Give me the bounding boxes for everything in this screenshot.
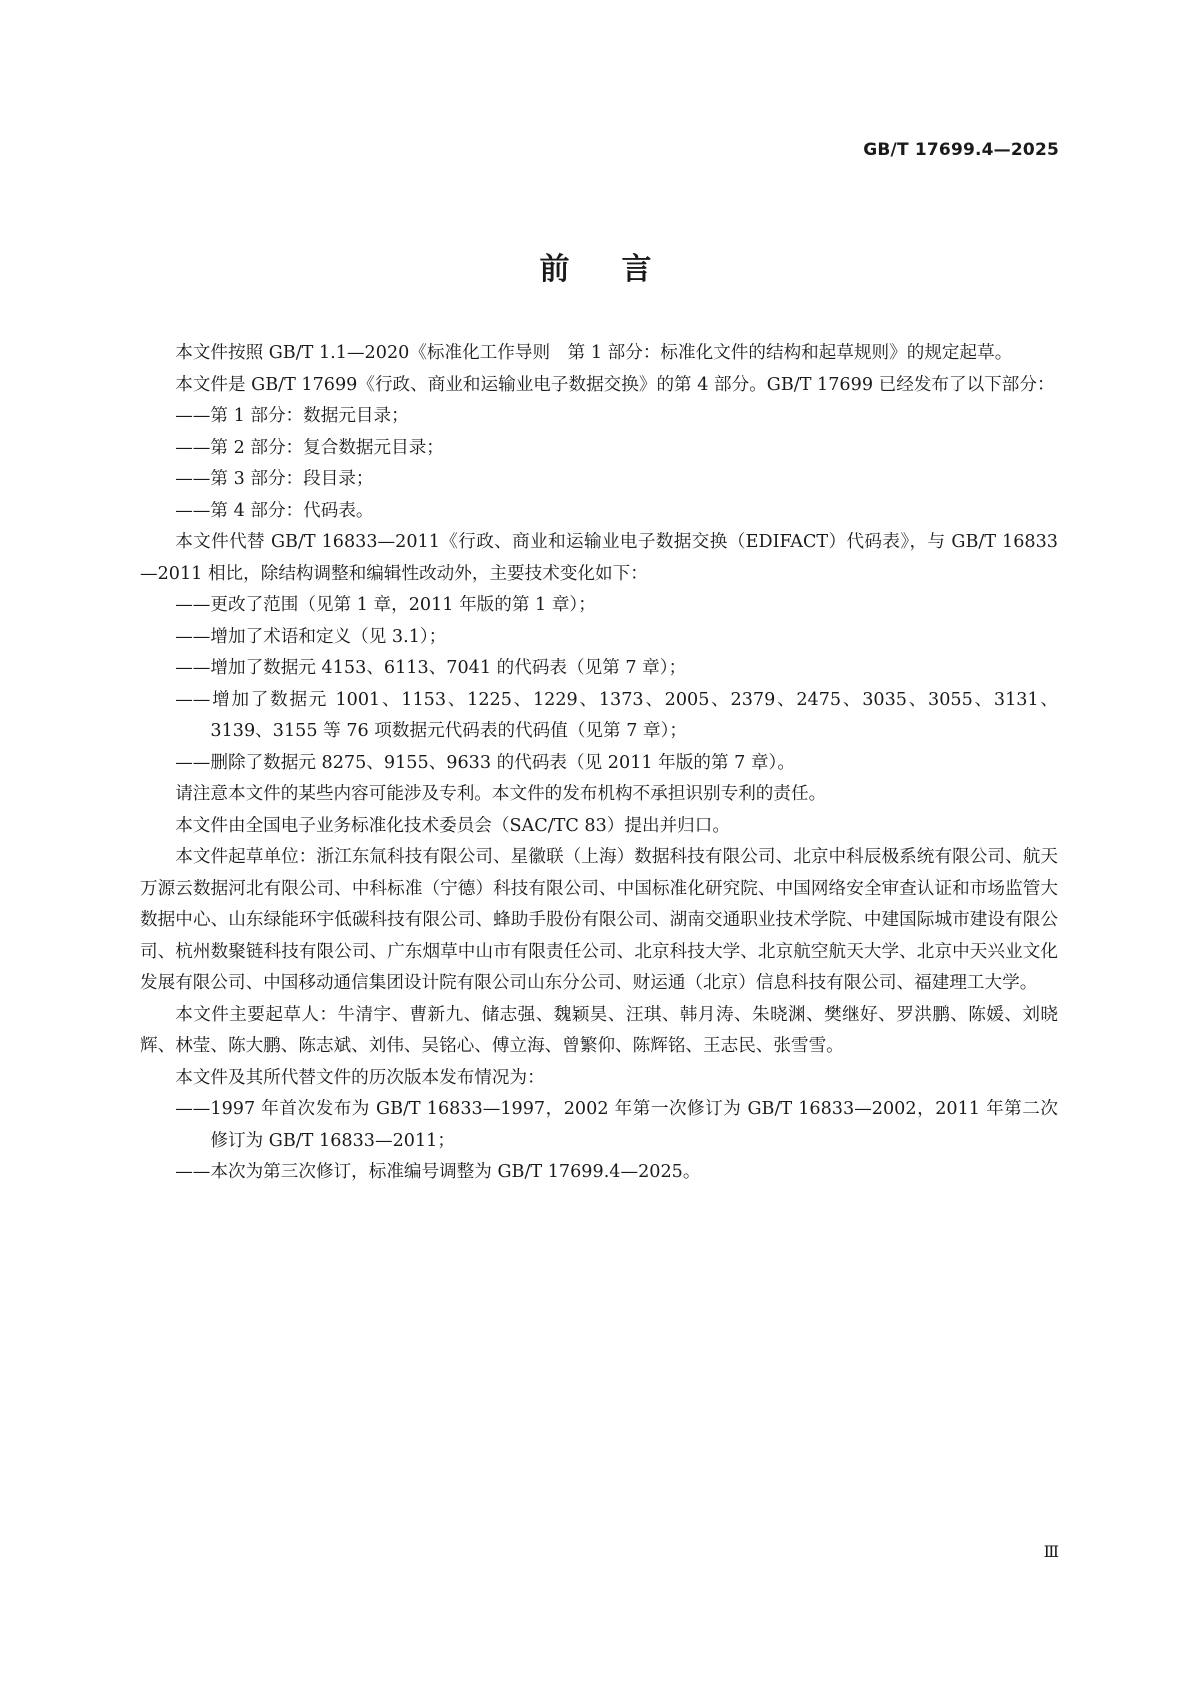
- paragraph-part-intro: 本文件是 GB/T 17699《行政、商业和运输业电子数据交换》的第 4 部分。GB/T 17699 已经发布了以下部分：: [175, 374, 1055, 395]
- list-item-history-current: ——本次为第三次修订，标准编号调整为 GB/T 17699.4—2025。: [175, 1162, 701, 1182]
- list-item-change-deleted-tables: ——删除了数据元 8275、9155、9633 的代码表（见 2011 年版的第 7 章）。: [175, 752, 795, 773]
- list-item-change-scope: ——更改了范围（见第 1 章，2011 年版的第 1 章）；: [175, 595, 596, 615]
- paragraph-version-history: 本文件及其所代替文件的历次版本发布情况为：: [175, 1067, 545, 1088]
- list-item-part-2: ——第 2 部分：复合数据元目录；: [175, 437, 444, 458]
- list-item-change-added-tables: ——增加了数据元 4153、6113、7041 的代码表（见第 7 章）；: [175, 658, 687, 678]
- page-number: Ⅲ: [1043, 1542, 1059, 1561]
- list-item-part-3: ——第 3 部分：段目录；: [175, 469, 374, 489]
- paragraph-replacement: 本文件代替 GB/T 16833—2011《行政、商业和运输业电子数据交换（EDIFACT）代码表》，与 GB/T 16833—2011 相比，除结构调整和编辑性改动外，主要技术变化如下：: [140, 532, 1058, 584]
- document-code: GB/T 17699.4—2025: [863, 140, 1059, 160]
- paragraph-patent-notice: 请注意本文件的某些内容可能涉及专利。本文件的发布机构不承担识别专利的责任。: [175, 784, 827, 804]
- list-item-part-4: ——第 4 部分：代码表。: [175, 500, 374, 521]
- list-item-part-1: ——第 1 部分：数据元目录；: [175, 406, 409, 426]
- page-title: 前言: [539, 252, 704, 287]
- paragraph-proposer: 本文件由全国电子业务标准化技术委员会（SAC/TC 83）提出并归口。: [175, 815, 730, 836]
- list-item-change-terms: ——增加了术语和定义（见 3.1）；: [175, 626, 447, 647]
- paragraph-drafters: 本文件主要起草人：牛清宇、曹新九、储志强、魏颖昊、汪琪、韩月涛、朱晓渊、樊继好、罗洪鹏、陈媛、刘晓辉、林莹、陈大鹏、陈志斌、刘伟、吴铭心、傅立海、曾繁仰、陈辉铭、王志民、张雪雪。: [140, 1004, 1058, 1056]
- list-item-history-previous: ——1997 年首次发布为 GB/T 16833—1997，2002 年第一次修订为 GB/T 16833—2002，2011 年第二次修订为 GB/T 16833—2011；: [175, 1099, 1058, 1151]
- list-item-change-added-values: ——增加了数据元 1001、1153、1225、1229、1373、2005、2379、2475、3035、3055、3131、3139、3155 等 76 项数据元代码表的代码值（见第 7 章）；: [175, 689, 1058, 741]
- paragraph-drafting-basis: 本文件按照 GB/T 1.1—2020《标准化工作导则 第 1 部分：标准化文件的结构和起草规则》的规定起草。: [175, 343, 1013, 363]
- foreword-body: [140, 338, 1058, 1189]
- paragraph-drafting-units: 本文件起草单位：浙江东氚科技有限公司、星徽联（上海）数据科技有限公司、北京中科辰极系统有限公司、航天万源云数据河北有限公司、中科标准（宁德）科技有限公司、中国标准化研究院、中国网络安全审查认证和市场监管大数据中心、山东绿能环宇低碳科技有限公司、蜂助手股份有限公司、湖南交通职业技术学院、中建国际城市建设有限公司、杭州数聚链科技有限公司、广东烟草中山市有限责任公司、北京科技大学、北京航空航天大学、北京中天兴业文化发展有限公司、中国移动通信集团设计院有限公司山东分公司、财运通（北京）信息科技有限公司、福建理工大学。: [140, 847, 1058, 993]
